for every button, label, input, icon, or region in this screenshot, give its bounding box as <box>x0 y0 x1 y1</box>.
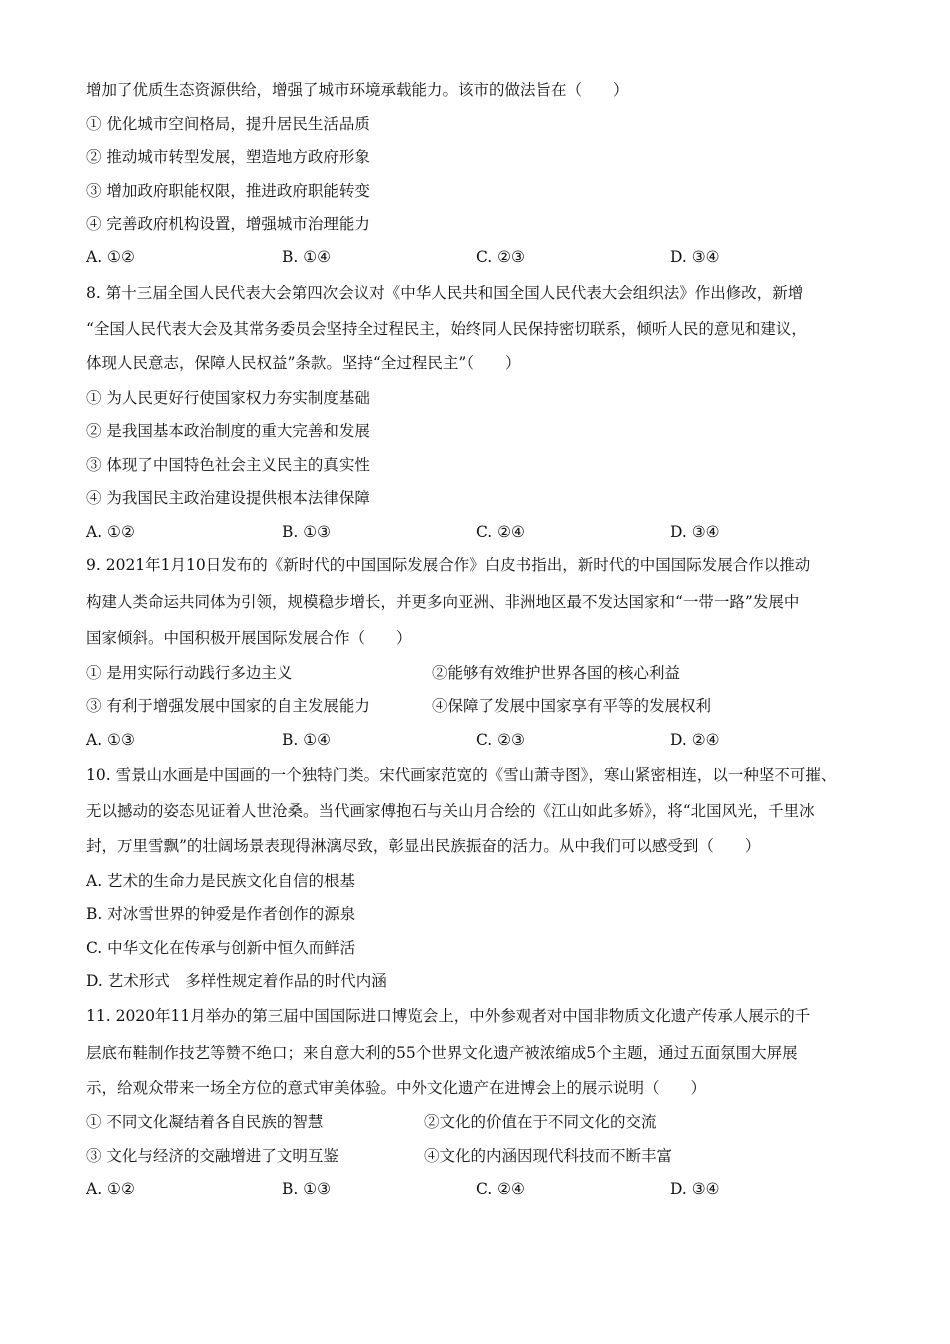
q9-option-row-2 <box>86 695 712 717</box>
q9-choice-c: C. ②③ <box>476 731 525 749</box>
q9-option-4: ④保障了发展中国家享有平等的发展权利 <box>432 697 712 715</box>
q9-stem-line-1: 9. 2021年1月10日发布的《新时代的中国国际发展合作》白皮书指出，新时代的中国国际发展合作以推动 <box>86 556 811 574</box>
q8-option-2: ② 是我国基本政治制度的重大完善和发展 <box>86 422 370 440</box>
q7-choice-b: B. ①④ <box>282 248 332 266</box>
q9-option-1: ① 是用实际行动践行多边主义 <box>86 664 293 682</box>
q8-choice-d: D. ③④ <box>670 523 720 541</box>
q8-option-4: ④ 为我国民主政治建设提供根本法律保障 <box>86 489 370 507</box>
q8-choice-a: A. ①② <box>86 523 135 541</box>
q9-option-2: ②能够有效维护世界各国的核心利益 <box>432 664 681 682</box>
q8-stem-line-3: 体现人民意志，保障人民权益”条款。坚持“全过程民主”（ ） <box>86 354 521 372</box>
q10-option-b: B. 对冰雪世界的钟爱是作者创作的源泉 <box>86 905 356 923</box>
q11-stem-line-3: 示，给观众带来一场全方位的意式审美体验。中外文化遗产在进博会上的展示说明（ ） <box>86 1079 707 1097</box>
q9-choice-a: A. ①③ <box>86 731 135 749</box>
q10-stem-line-3: 封，万里雪飘”的壮阔场景表现得淋漓尽致，彰显出民族振奋的活力。从中我们可以感受到（ ） <box>86 837 761 855</box>
q8-choice-c: C. ②④ <box>476 523 525 541</box>
q8-option-3: ③ 体现了中国特色社会主义民主的真实性 <box>86 456 370 474</box>
q11-choice-b: B. ①③ <box>282 1180 332 1198</box>
q11-choice-a: A. ①② <box>86 1180 135 1198</box>
q8-option-1: ① 为人民更好行使国家权力夯实制度基础 <box>86 389 370 407</box>
q10-stem-line-2: 无以撼动的姿态见证着人世沧桑。当代画家傅抱石与关山月合绘的《江山如此多娇》，将“北国风光，千里冰 <box>86 802 815 820</box>
q9-stem-line-3: 国家倾斜。中国积极开展国际发展合作（ ） <box>86 629 412 647</box>
q8-choice-b: B. ①③ <box>282 523 332 541</box>
q11-stem-line-2: 层底布鞋制作技艺等赞不绝口；来自意大利的55个世界文化遗产被浓缩成5个主题，通过五面氛围大屏展 <box>86 1044 798 1062</box>
q9-option-row-1 <box>86 662 681 684</box>
q11-option-1: ① 不同文化凝结着各自民族的智慧 <box>86 1113 324 1131</box>
q8-stem-line-2: “全国人民代表大会及其常务委员会坚持全过程民主，始终同人民保持密切联系，倾听人民的意见和建议， <box>86 320 807 338</box>
q9-choice-b: B. ①④ <box>282 731 332 749</box>
q8-stem-line-1: 8. 第十三届全国人民代表大会第四次会议对《中华人民共和国全国人民代表大会组织法》作出修改，新增 <box>86 284 804 302</box>
q11-option-2: ②文化的价值在于不同文化的交流 <box>424 1113 657 1131</box>
q11-stem-line-1: 11. 2020年11月举办的第三届中国国际进口博览会上，中外参观者对中国非物质文化遗产传承人展示的千 <box>86 1007 811 1025</box>
q10-option-a: A. 艺术的生命力是民族文化自信的根基 <box>86 872 356 890</box>
q7-option-1: ① 优化城市空间格局，提升居民生活品质 <box>86 115 370 133</box>
q11-choice-c: C. ②④ <box>476 1180 525 1198</box>
q10-option-c: C. 中华文化在传承与创新中恒久而鲜活 <box>86 939 356 957</box>
q7-choice-a: A. ①② <box>86 248 135 266</box>
q7-option-4: ④ 完善政府机构设置，增强城市治理能力 <box>86 215 370 233</box>
q11-choice-d: D. ③④ <box>670 1180 720 1198</box>
q9-option-3: ③ 有利于增强发展中国家的自主发展能力 <box>86 697 370 715</box>
q11-option-row-2 <box>86 1145 673 1167</box>
q7-stem-line: 增加了优质生态资源供给，增强了城市环境承载能力。该市的做法旨在（ ） <box>86 81 629 99</box>
q9-choice-d: D. ②④ <box>670 731 720 749</box>
q11-option-row-1 <box>86 1111 657 1133</box>
q7-choice-c: C. ②③ <box>476 248 525 266</box>
q7-option-2: ② 推动城市转型发展，塑造地方政府形象 <box>86 148 370 166</box>
q10-stem-line-1: 10. 雪景山水画是中国画的一个独特门类。宋代画家范宽的《雪山萧寺图》，寒山紧密相连，以一种坚不可摧、 <box>86 766 837 784</box>
q11-option-4: ④文化的内涵因现代科技而不断丰富 <box>424 1147 673 1165</box>
q7-option-3: ③ 增加政府职能权限，推进政府职能转变 <box>86 182 370 200</box>
q9-stem-line-2: 构建人类命运共同体为引领，规模稳步增长，并更多向亚洲、非洲地区最不发达国家和“一带一路”发展中 <box>86 593 800 611</box>
q11-option-3: ③ 文化与经济的交融增进了文明互鉴 <box>86 1147 339 1165</box>
q10-option-d: D. 艺术形式 多样性规定着作品的时代内涵 <box>86 972 387 990</box>
q7-choice-d: D. ③④ <box>670 248 720 266</box>
